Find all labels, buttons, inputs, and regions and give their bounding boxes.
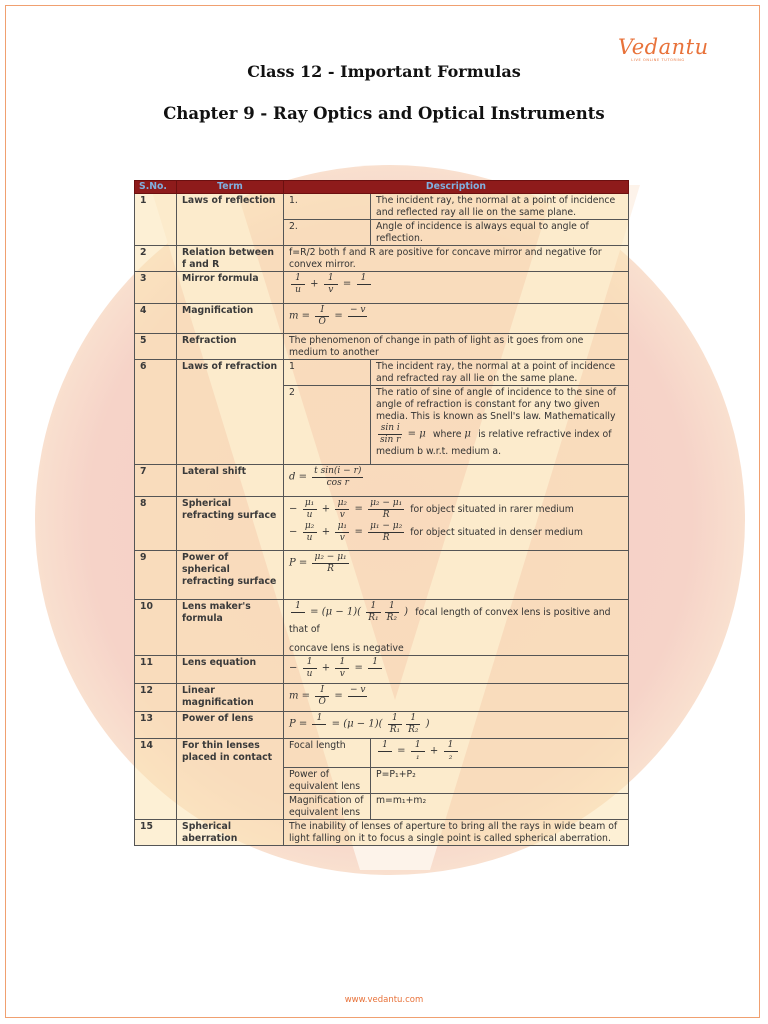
power-surface-formula [284,551,629,600]
table-row [135,819,629,845]
denominator: cos r [326,478,349,488]
fraction [366,601,380,624]
description: focal length of convex lens is positive and that of [289,606,611,635]
denominator: ₂ [448,751,453,762]
description: concave lens is negative [289,642,404,654]
term: Laws of refraction [177,360,284,465]
formula-symbol: = [331,310,346,322]
denominator [312,725,326,736]
document-title: Class 12 - Important Formulas [247,62,521,81]
formula-symbol: + [426,745,442,756]
formula-symbol: − [289,526,301,538]
chapter-title: Chapter 9 - Ray Optics and Optical Instruments [163,104,605,123]
sub-text-end: medium b w.r.t. medium a. [376,446,502,457]
spherical-surface-cell [284,497,629,551]
sub-label: Power of equivalent lens [284,767,371,793]
fraction [324,273,338,296]
fraction [378,740,392,763]
denominator: O [318,696,326,707]
formula-symbol: ) [422,718,430,729]
term: Power of lens [177,711,284,738]
numerator: μ₁ [303,498,317,510]
formula-symbol: = [351,662,367,673]
fraction [312,466,363,489]
denominator: R₁ [368,613,379,623]
table-row [135,738,629,767]
fraction [406,713,420,736]
sno: 4 [135,304,177,334]
sno: 7 [135,465,177,497]
denominator: R₂ [408,724,419,735]
table-row [135,551,629,600]
numerator: 1 [303,657,317,669]
relative-index-text: is relative refractive index of [478,428,612,440]
footer-website: www.vedantu.com [344,995,424,1005]
fraction [303,498,317,521]
formula-symbol: − [289,503,301,515]
table-row [135,304,629,334]
snell-formula-line [376,423,624,446]
denominator: v [339,533,345,543]
term: Mirror formula [177,272,284,304]
numerator: 1 [406,713,420,725]
denominator [378,752,392,763]
rarer-formula [289,498,406,520]
formula-symbol: = [394,745,409,756]
lens-equation-formula [284,655,629,683]
sno: 9 [135,551,177,600]
sub-label: 1 [284,360,371,386]
sub-label: 1. [284,194,371,220]
mu-symbol [464,429,474,440]
fraction [315,305,329,328]
denominator: v [339,510,345,520]
numerator: 1 [291,273,305,285]
numerator: t sin(i − r) [314,466,362,476]
sub-label: Magnification of equivalent lens [284,793,371,819]
linear-magnification-formula [284,683,629,711]
denominator: ₁ [415,751,420,762]
term: Linear magnification [177,683,284,711]
sno: 11 [135,655,177,683]
lens-maker-cell [284,600,629,656]
sub-text: m=m₁+m₂ [371,793,629,819]
table-row [135,246,629,272]
logo-tagline: LIVE ONLINE TUTORING [631,58,685,62]
fraction [388,713,402,736]
fraction [303,521,317,544]
term: Spherical refracting surface [177,497,284,551]
formula-symbol: d = [289,471,311,483]
formula-symbol: + [318,526,334,538]
formula-symbol: m = [289,690,314,701]
power-lens-formula [284,711,629,738]
sno: 1 [135,194,177,246]
denominator [291,613,305,624]
term: Lens equation [177,655,284,683]
denser-text: for object situated in denser medium [410,526,583,538]
formula-symbol: = (μ − 1)( [328,718,386,729]
fraction [291,273,305,296]
term: Lens maker's formula [177,600,284,656]
formula-symbol: P = [289,718,311,729]
table-row [135,334,629,360]
fraction [303,657,317,680]
sno: 12 [135,683,177,711]
where-text: where [432,428,462,440]
formula-symbol: + [318,503,334,515]
sno: 14 [135,738,177,819]
denominator: u [306,533,313,543]
numerator: 1 [368,657,382,669]
term: Power of spherical refracting surface [177,551,284,600]
table-row [135,655,629,683]
denominator: R₂ [386,613,397,623]
numerator: μ₂ [303,521,317,533]
formula-symbol: P = [289,557,311,569]
fraction [444,740,458,763]
denominator: u [295,285,301,295]
numerator: 1 [385,601,399,613]
numerator: μ₂ − μ₁ [370,498,403,508]
lens-maker-formula [289,601,412,623]
denominator: R [382,533,390,543]
numerator: 1 [324,273,338,285]
denser-formula [289,521,406,543]
numerator: μ₂ − μ₁ [314,552,347,562]
numerator: μ₂ [335,498,349,510]
formula-symbol: = [351,526,367,538]
fraction [368,498,404,521]
snell-law-cell [371,386,629,465]
denominator: O [318,317,326,327]
table-row [135,272,629,304]
sub-text: The incident ray, the normal at a point of incidence and reflected ray all lie on the same plane. [371,194,629,220]
numerator: 1 [411,740,425,752]
table-row [135,711,629,738]
header-description: Description [284,181,629,194]
formula-symbol: ) [401,606,412,618]
denominator [348,317,368,328]
fraction [335,498,349,521]
term: Magnification [177,304,284,334]
denominator [348,697,368,708]
fraction [368,521,404,544]
formula-symbol: − [289,662,301,673]
fraction [411,740,425,763]
vedantu-logo [618,35,709,62]
numerator: 1 [444,740,458,752]
numerator: 1 [366,601,380,613]
numerator: − v [349,684,366,695]
sub-text: The incident ray, the normal at a point of incidence and refracted ray all lie on the same plane. [371,360,629,386]
sno: 15 [135,819,177,845]
description: The inability of lenses of aperture to bring all the rays in wide beam of light falling on it to focus a single point is called spherical aberration. [284,819,629,845]
numerator: I [315,305,329,317]
fraction [315,685,329,708]
numerator: 1 [312,713,326,725]
term: Relation between f and R [177,246,284,272]
table-row [135,600,629,656]
numerator: sin i [378,423,402,435]
numerator: I [315,685,329,697]
numerator: 1 [335,657,349,669]
thin-lens-formula [371,738,629,767]
formula-symbol: μ [464,428,475,440]
sub-text: Angle of incidence is always equal to angle of reflection. [371,220,629,246]
fraction [291,601,305,624]
formula-symbol: + [318,662,334,673]
denominator: u [306,668,313,679]
sub-label: 2. [284,220,371,246]
table-header [135,181,629,194]
table-row [135,465,629,497]
numerator: μ₁ [335,521,349,533]
sno: 3 [135,272,177,304]
description: The phenomenon of change in path of light as it goes from one medium to another [284,334,629,360]
sno: 10 [135,600,177,656]
formula-symbol: = μ [404,428,429,440]
denominator: sin r [380,435,401,445]
fraction [368,657,382,680]
lateral-shift-formula [284,465,629,497]
rarer-text: for object situated in rarer medium [410,503,574,515]
formula-symbol: = [351,503,367,515]
fraction [357,273,371,296]
magnification-formula [284,304,629,334]
table-row [135,360,629,386]
denominator [368,669,382,680]
sno: 2 [135,246,177,272]
numerator: − v [349,305,366,315]
description: f=R/2 both f and R are positive for concave mirror and negative for convex mirror. [284,246,629,272]
term: For thin lenses placed in contact [177,738,284,819]
formula-symbol: = (μ − 1)( [307,606,365,618]
fraction [312,713,326,736]
sno: 8 [135,497,177,551]
numerator: 1 [388,713,402,725]
denominator: R₁ [389,724,401,735]
fraction [385,601,399,624]
fraction [348,685,368,708]
denominator: u [306,510,313,520]
denominator: R [382,510,390,520]
fraction [348,305,368,328]
sno: 6 [135,360,177,465]
denominator: R [327,564,334,574]
fraction [335,657,349,680]
numerator: 1 [378,740,392,752]
sub-label: Focal length [284,738,371,767]
header-term: Term [177,181,284,194]
table-row [135,194,629,220]
formula-symbol: m = [289,310,314,322]
sno: 13 [135,711,177,738]
numerator: 1 [291,601,305,613]
fraction [335,521,349,544]
term: Spherical aberration [177,819,284,845]
term: Laws of reflection [177,194,284,246]
formula-symbol: = [339,278,355,290]
formula-symbol: = [331,690,346,701]
sub-text: P=P₁+P₂ [371,767,629,793]
table-row [135,683,629,711]
fraction [312,552,348,575]
denominator [357,285,371,296]
fraction [378,423,402,446]
denominator: v [339,668,345,679]
numerator: 1 [357,273,371,285]
denominator: v [328,285,334,295]
header-sno: S.No. [135,181,177,194]
logo-brand: Vedantu [618,35,709,59]
table-row [135,497,629,551]
formula-table [134,180,629,846]
numerator: μ₁ − μ₂ [370,521,403,531]
sub-label: 2 [284,386,371,465]
term: Refraction [177,334,284,360]
mirror-formula [284,272,629,304]
sno: 5 [135,334,177,360]
sub-text: The ratio of sine of angle of incidence to the sine of angle of refraction is constant for any two given media. This is known as Snell's law. Mathematically [376,387,617,422]
term: Lateral shift [177,465,284,497]
snell-formula [376,423,429,445]
formula-symbol: + [307,278,322,290]
